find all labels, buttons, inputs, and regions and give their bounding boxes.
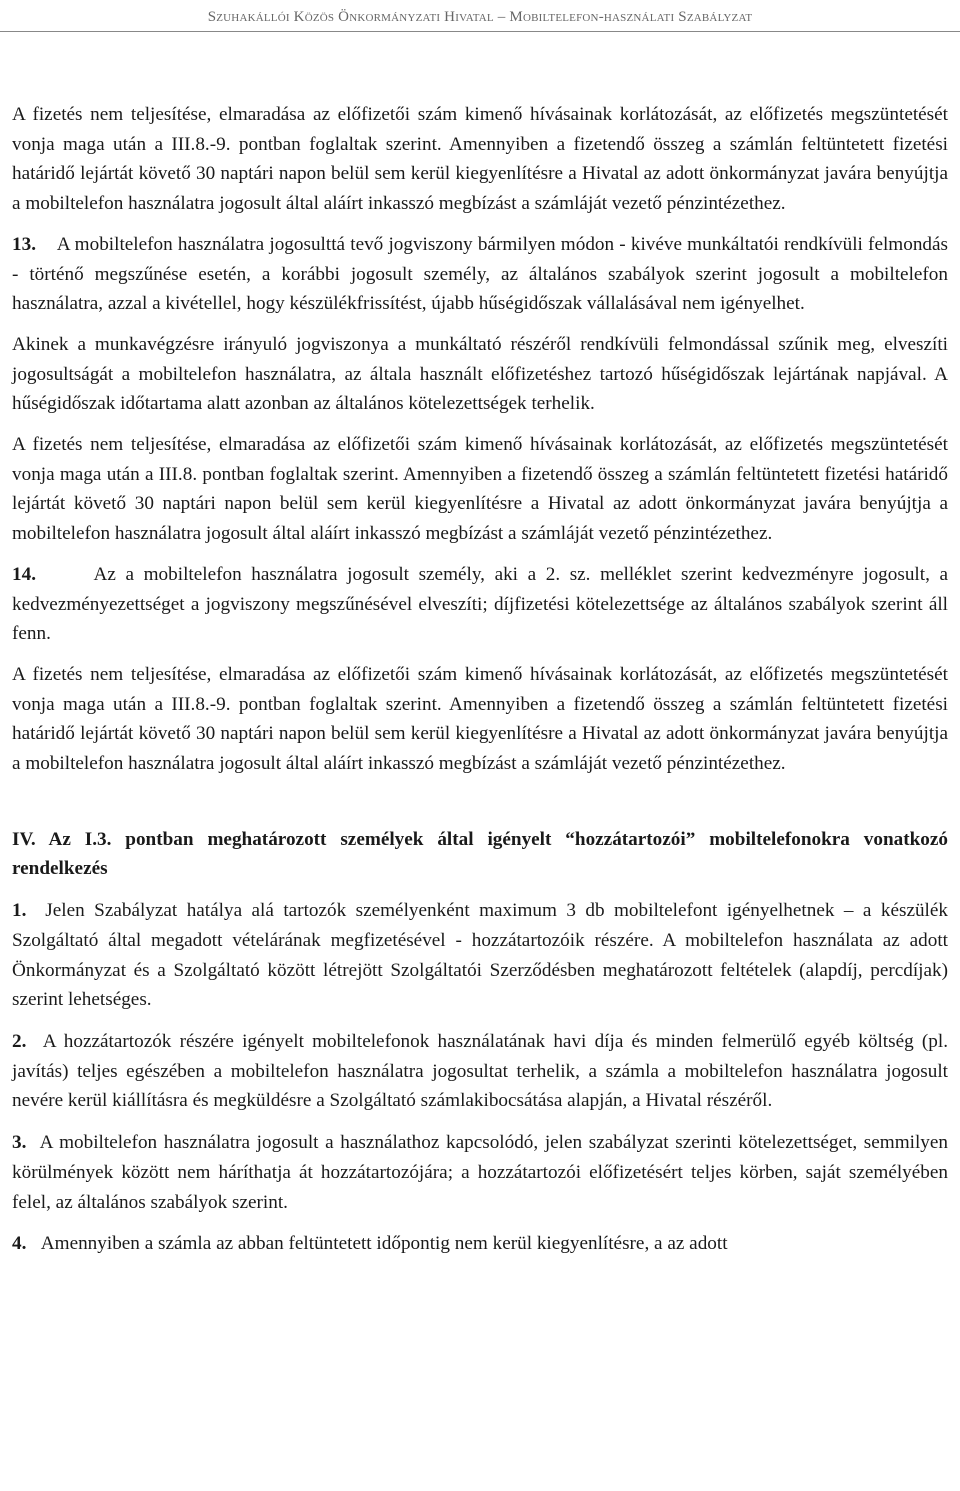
- section-iv-item-1-number: 1.: [12, 900, 27, 922]
- section-iv-item-1: [12, 896, 948, 1015]
- page-content: [12, 100, 948, 1259]
- section-iv-item-4-text: Amennyiben a számla az abban feltüntetett időpontig nem kerül kiegyenlítésre, a az adott: [40, 1233, 728, 1255]
- item-14-number: 14.: [12, 563, 36, 585]
- paragraph-akinek: Akinek a munkavégzésre irányuló jogviszonya a munkáltató részéről rendkívüli felmondással szűnik meg, elveszíti jogosultságát a mobiltelefon használatra, az általa használt előfizetéshez tartozó hűségidőszak lejártának napjával. A hűségidőszak időtartama alatt azonban az általános kötelezettségek terhelik.: [12, 333, 948, 415]
- section-iv-item-3-text: A mobiltelefon használatra jogosult a használathoz kapcsolódó, jelen szabályzat szerinti kötelezettséget, semmilyen körülmények között nem háríthatja át hozzátartozójára; a hozzátartozói előfizetésért teljes körben, saját személyében felel, az általános szabályok szerint.: [12, 1132, 948, 1213]
- section-iv-item-4-number: 4.: [12, 1233, 27, 1255]
- item-13-text: A mobiltelefon használatra jogosulttá tevő jogviszony bármilyen módon - kivéve munkáltatói rendkívüli felmondás - történő megszűnése esetén, a korábbi jogosult személy, az általános szabályok szerint jogosult a mobiltelefon használatra, azzal a kivétellel, hogy készülékfrissítést, újabb hűségidőszak vállalásával nem igényelhet.: [12, 233, 948, 315]
- paragraph-fizetes-1: A fizetés nem teljesítése, elmaradása az előfizetői szám kimenő hívásainak korlátozását, az előfizetés megszüntetését vonja maga után a III.8.-9. pontban foglaltak szerint. Amennyiben a fizetendő összeg a számlán feltüntetett fizetési határidő lejártát követő 30 naptári napon belül sem kerül kiegyenlítésre a Hivatal az adott önkormányzat javára benyújtja a mobiltelefon használatra jogosult által aláírt inkasszó megbízást a számláját vezető pénzintézethez.: [12, 104, 948, 215]
- item-14-text: Az a mobiltelefon használatra jogosult személy, aki a 2. sz. melléklet szerint kedvezményre jogosult, a kedvezményezettséget a jogviszony megszűnésével elveszíti; díjfizetési kötelezettsége az általános szabályok szerint áll fenn.: [12, 563, 948, 645]
- section-iv-item-4: [12, 1229, 948, 1259]
- running-header: Szuhakállói Közös Önkormányzati Hivatal – Mobiltelefon-használati Szabályzat: [0, 0, 960, 32]
- section-iv-item-2-number: 2.: [12, 1030, 27, 1052]
- item-14: [12, 560, 948, 649]
- section-iv-heading: IV. Az I.3. pontban meghatározott személyek által igényelt “hozzátartozói” mobiltelefonokra vonatkozó rendelkezés: [12, 828, 948, 880]
- item-13: [12, 230, 948, 319]
- section-iv-item-2: [12, 1027, 948, 1116]
- section-iv-item-1-text: Jelen Szabályzat hatálya alá tartozók személyenként maximum 3 db mobiltelefont igényelhetnek – a készülék Szolgáltató által megadott vételárának megfizetésével - hozzátartozóik részére. A mobiltelefon használata az adott Önkormányzat és a Szolgáltató között létrejött Szolgáltatói Szerződésben meghatározott feltételek (alapdíj, percdíjak) szerint lehetséges.: [12, 900, 948, 1011]
- paragraph-fizetes-3: A fizetés nem teljesítése, elmaradása az előfizetői szám kimenő hívásainak korlátozását, az előfizetés megszüntetését vonja maga után a III.8.-9. pontban foglaltak szerint. Amennyiben a fizetendő összeg a számlán feltüntetett fizetési határidő lejártát követő 30 naptári napon belül sem kerül kiegyenlítésre a Hivatal az adott önkormányzat javára benyújtja a mobiltelefon használatra jogosult által aláírt inkasszó megbízást a számláját vezető pénzintézethez.: [12, 663, 948, 775]
- section-iv-item-3-number: 3.: [12, 1132, 27, 1154]
- paragraph-fizetes-2: A fizetés nem teljesítése, elmaradása az előfizetői szám kimenő hívásainak korlátozását, az előfizetés megszüntetését vonja maga után a III.8. pontban foglaltak szerint. Amennyiben a fizetendő összeg a számlán feltüntetett fizetési határidő lejártát követő 30 naptári napon belül sem kerül kiegyenlítésre a Hivatal az adott önkormányzat javára benyújtja a mobiltelefon használatra jogosult által aláírt inkasszó megbízást a számláját vezető pénzintézethez.: [12, 434, 948, 545]
- section-iv-item-2-text: A hozzátartozók részére igényelt mobiltelefonok használatának havi díja és minden felmerülő egyéb költség (pl. javítás) teljes egészében a mobiltelefon használatra jogosultat terhelik, a számla a mobiltelefon használatra jogosult nevére kerül kiállításra és megküldésre a Szolgáltató számlakibocsátása alapján, a Hivatal részéről.: [12, 1030, 949, 1112]
- section-iv-item-3: [12, 1128, 948, 1217]
- item-13-number: 13.: [12, 233, 36, 255]
